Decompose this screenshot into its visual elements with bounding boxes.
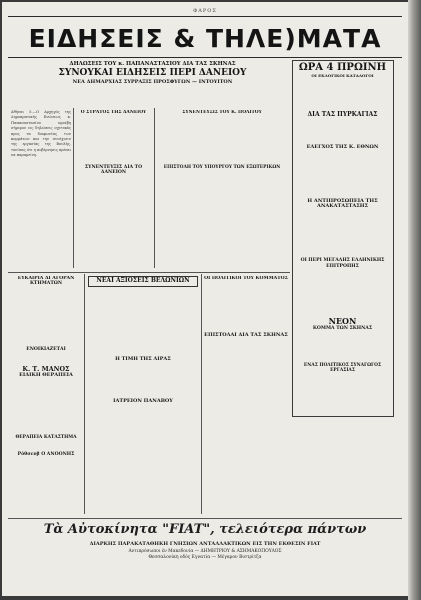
center-t1: Η ΤΙΜΗ ΤΗΣ ΛΙΡΑΣ [115, 355, 171, 362]
right-column [295, 62, 390, 412]
right-t6: NEON [328, 315, 357, 326]
mid-c3: ΣΥΝΕΝΤΕΥΞΙΣ ΤΟΥ Κ. ΠΟΛΙΤΟΥ [182, 110, 262, 115]
mid-column-2 [157, 110, 287, 268]
section-rule [8, 272, 290, 273]
mid-c4: ΕΠΙΣΤΟΛΗ ΤΟΥ ΥΠΟΥΡΓΟΥ ΤΩΝ ΕΞΩΤΕΡΙΚΩΝ [163, 165, 281, 171]
column-rule [154, 108, 155, 268]
page-edge-shadow [408, 0, 421, 600]
center-lower-column [88, 276, 198, 516]
mid-column-1 [76, 110, 151, 268]
right-t4: Η ΑΝΤΙΠΡΟΣΩΠΕΙΑ ΤΗΣ ΑΝΑΚΑΤΑΣΤΑΣΗΣ [307, 197, 378, 210]
fiat-advertisement [38, 522, 372, 560]
left-t5: ΘΕΡΑΠΕΙΑ ΚΑΤΑΣΤΗΜΑ [15, 434, 77, 440]
fiat-line-3: Αντιπρόσωποι έν Μακεδονία — ΔΗΜΗΤΡΙΟΥ & ΑΣΗΜΑΚΟΠΟΥΛΟΣ [128, 549, 282, 554]
main-banner: ΕΙΔΗΣΕΙΣ & ΤΗΛΕ)ΜΑΤΑ [28, 24, 382, 53]
center-box-title: ΝΕΑΙ ΑΞΙΟΣΕΙΣ ΒΕΛΩΝΙΩΝ [88, 276, 198, 287]
newspaper-page [2, 2, 408, 596]
left-lower-column [11, 276, 81, 516]
right-lower-column [204, 276, 288, 516]
banner-rule [8, 57, 402, 58]
rl-t1: ΟΙ ΠΟΛΙΤΙΚΟΙ ΤΟΥ ΚΟΜΜΑΤΟΣ [204, 276, 288, 281]
right-t5: ΟΙ ΠΕΡΙ ΜΕΓΑΛΗΣ ΕΛΛΗΝΙΚΗΣ ΕΠΙΤΡΟΠΗΣ [300, 258, 385, 269]
left-t3: Κ. Τ. ΜΑΝΟΣ [22, 364, 70, 373]
ad-rule [8, 518, 402, 519]
column-rule [84, 274, 85, 514]
headline-1: ΔΗΛΩΣΕΙΣ ΤΟΥ κ. ΠΑΠΑΝΑΣΤΑΣΙΟΥ ΔΙΑ ΤΑΣ ΣΚΗΝΑΣ [69, 61, 236, 67]
fiat-line-4: Θεσσαλονίκη οδός Εγνατία — Μέγαρον Βιστρίτζα [148, 555, 262, 560]
right-t8: ΕΝΑΣ ΠΟΛΙΤΙΚΟΣ ΣΥΝΑΓΩΓΟΣ ΕΡΓΑΣΙΑΣ [303, 363, 382, 374]
headline-3: ΝΕΑ ΔΗΜΑΡΧΙΑΣ ΣΥΡΡΑΞΙΣ ΠΡΟΣΦΥΓΩΝ — ΙΝΤΟΥΙΤΟΝ [72, 78, 233, 85]
right-t2: ΔΙΑ ΤΑΣ ΠΥΡΚΑΓΙΑΣ [307, 111, 378, 119]
mid-c2: ΣΥΝΕΝΤΕΥΞΙΣ ΔΙΑ ΤΟ ΔΑΝΕΙΟΝ [84, 165, 143, 176]
top-headline-block [30, 61, 275, 85]
left-t4: ΕΙΔΙΚΗ ΘΕΡΑΠΕΙΑ [19, 372, 73, 379]
column-rule [201, 274, 202, 514]
lead-paragraph: Αθήναι 5.—Ο Αρχηγός της Δημοκρατικής Ενώσεως κ. Παπαναστασίου προέβη σήμερον εις δηλώσεις σχετικάς προς τα διαφωνίας των κομμάτων και την συνέχισιν της εργασίας της Βουλής, τονίσας ότι η κυβέρνησις πρέπει να παραμείνη. [11, 110, 71, 158]
right-t3: ΕΛΕΓΧΟΣ ΤΗΣ Κ. ΕΘΝΩΝ [306, 143, 379, 150]
masthead-rule [8, 16, 402, 17]
center-t2: ΙΑΤΡΕΙΟΝ ΠΑΝΑΒΟΥ [113, 397, 173, 404]
rl-t2: ΕΠΙΣΤΟΛΑΙ ΔΙΑ ΤΑΣ ΣΚΗΝΑΣ [204, 332, 288, 339]
fiat-headline: Τὰ Αὐτοκίνητα "FIAT", τελειότερα πάντων [43, 522, 367, 537]
left-t1: ΕΥΚΑΙΡΙΑ ΔΙ ΑΓΟΡΑΝ ΚΤΗΜΑΤΩΝ [17, 276, 75, 287]
left-t2: ΕΝΟΙΚΙΑΖΕΤΑΙ [26, 346, 66, 352]
mid-c1: Ο ΣΤΡΑΤΟΣ ΤΗΣ ΔΑΝΕΙΟΥ [80, 110, 147, 115]
left-t6: Ρόθσενβ Ο ΑΝΟΟΝΗΣ [17, 452, 75, 458]
headline-2: ΣΥΝΟΥΚΑΙ ΕΙΔΗΣΕΙΣ ΠΕΡΙ ΔΑΝΕΙΟΥ [58, 68, 247, 79]
right-box-sub: ΟΙ ΕΚΛΟΓΙΚΟΙ ΚΑΤΑΛΟΓΟΙ [311, 72, 374, 78]
right-t7: ΚΟΜΜΑ ΤΩΝ ΣΚΗΝΑΣ [312, 325, 373, 331]
masthead: ΦΑΡΟΣ [193, 8, 217, 14]
right-box-title: ΩΡΑ 4 ΠΡΩΪΝΗ [298, 62, 387, 73]
column-rule [73, 108, 74, 268]
fiat-line-2: ΔΙΑΡΚΗΣ ΠΑΡΑΚΑΤΑΘΗΚΗ ΓΝΗΣΙΩΝ ΑΝΤΑΛΛΑΚΤΙΚΩΝ ΕΙΣ ΤΗΝ ΕΚΘΕΣΙΝ FIAT [89, 541, 321, 547]
